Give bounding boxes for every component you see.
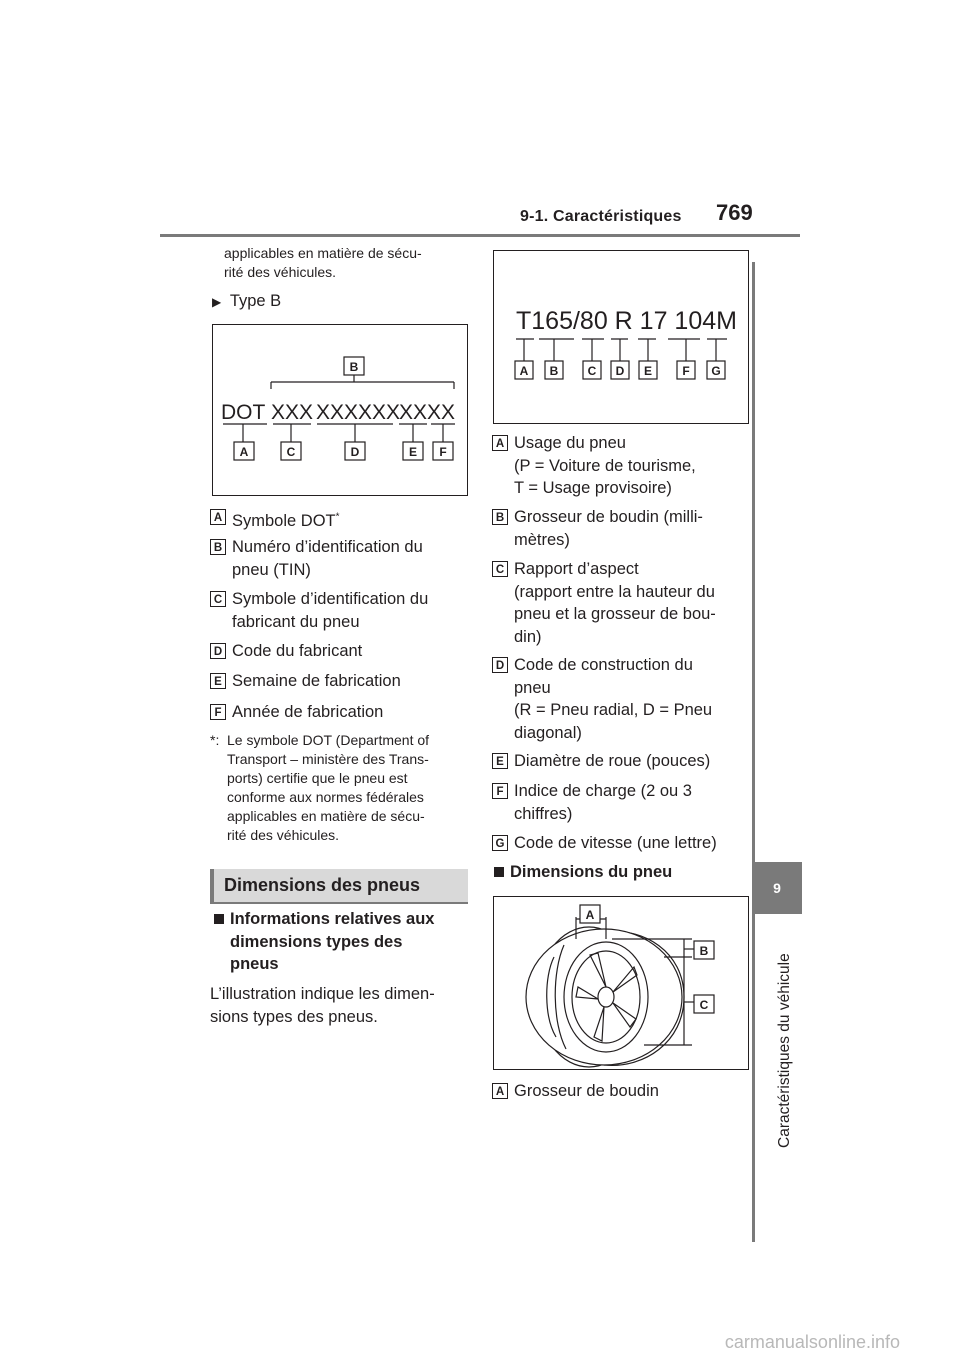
- tire-size-figure: [493, 250, 749, 424]
- callout-label: B: [549, 364, 559, 378]
- watermark: carmanualsonline.info: [724, 1332, 900, 1352]
- tire-dimension-figure: [493, 896, 749, 1070]
- callout-label: C: [286, 445, 296, 459]
- badge-label: F: [492, 783, 508, 799]
- sub-heading-dimensions: Dimensions du pneu: [492, 861, 672, 884]
- callout-label: D: [350, 445, 360, 459]
- badge-label: C: [210, 591, 226, 607]
- dot-code-text: XXX: [271, 401, 314, 424]
- side-rule: [752, 262, 755, 1242]
- dot-code-figure: [212, 324, 468, 496]
- legend-item-b: B Grosseur de boudin (milli- mètres): [492, 506, 703, 551]
- badge-label: A: [492, 1083, 508, 1099]
- legend-item-g: G Code de vitesse (une lettre): [492, 832, 717, 855]
- chapter-label: Caractéristiques du véhicule: [776, 953, 793, 1148]
- badge-label: C: [492, 561, 508, 577]
- badge-label: E: [492, 753, 508, 769]
- type-b-heading: ▶ Type B: [212, 292, 282, 310]
- callout-label: G: [711, 364, 721, 378]
- legend-item-c: C Rapport d’aspect (rapport entre la hauteur du pneu et la grosseur de bou- din): [492, 558, 716, 648]
- callout-label: D: [615, 364, 625, 378]
- badge-label: A: [210, 509, 226, 525]
- legend-item-a-width: A Grosseur de boudin: [492, 1080, 659, 1103]
- intro-paragraph: L’illustration indique les dimen- sions types des pneus.: [210, 985, 435, 1026]
- header-rule: [160, 234, 800, 237]
- chapter-tab[interactable]: 9: [752, 862, 802, 914]
- sub-heading: Informations relatives aux dimensions types des pneus: [210, 908, 435, 976]
- callout-label: A: [585, 908, 595, 922]
- legend-item-c: C Symbole d’identification du fabricant du pneu: [210, 588, 428, 633]
- badge-label: G: [492, 835, 508, 851]
- legend-item-d: D Code de construction du pneu (R = Pneu radial, D = Pneu diagonal): [492, 654, 712, 744]
- dot-code-text: DOT: [221, 401, 266, 424]
- legend-item-a: A Symbole DOT*: [210, 506, 340, 532]
- section-heading-rule: [210, 902, 468, 904]
- tire-size-code: T165/80 R 17 104M: [516, 307, 737, 335]
- dot-code-text: XXXX: [399, 401, 456, 424]
- section-title: 9-1. Caractéristiques: [520, 208, 682, 225]
- callout-label: B: [699, 944, 709, 958]
- badge-label: D: [210, 643, 226, 659]
- callout-label: B: [349, 360, 359, 374]
- badge-label: B: [492, 509, 508, 525]
- legend-item-d: D Code du fabricant: [210, 640, 362, 663]
- callout-label: C: [587, 364, 597, 378]
- legend-item-a: A Usage du pneu (P = Voiture de tourisme, T = Usage provisoire): [492, 432, 696, 500]
- callout-label: F: [682, 364, 690, 378]
- callout-label: A: [239, 445, 249, 459]
- legend-item-b: B Numéro d’identification du pneu (TIN): [210, 536, 423, 581]
- badge-label: B: [210, 539, 226, 555]
- intro-continued: applicables en matière de sécu- rité des véhicules.: [224, 245, 422, 280]
- dot-code-text: XXXXXX: [316, 401, 401, 424]
- page-number: 769: [716, 200, 753, 225]
- callout-label: E: [408, 445, 418, 459]
- callout-label: F: [439, 445, 447, 459]
- badge-label: F: [210, 704, 226, 720]
- triangle-bullet-icon: ▶: [212, 295, 222, 309]
- legend-item-f: F Année de fabrication: [210, 701, 383, 724]
- square-bullet-icon: [494, 867, 504, 877]
- badge-label: D: [492, 657, 508, 673]
- square-bullet-icon: [214, 914, 224, 924]
- footnote: *: Le symbole DOT (Department of Transport – ministère des Trans- ports) certifie que le pneu est conforme aux normes fédérales applicables en matière de sécu- rité des véhicules.: [210, 732, 430, 843]
- callout-label: C: [699, 998, 709, 1012]
- legend-item-e: E Diamètre de roue (pouces): [492, 750, 710, 773]
- section-heading-bar: Dimensions des pneus: [210, 869, 468, 902]
- callout-label: A: [519, 364, 529, 378]
- badge-label: E: [210, 673, 226, 689]
- legend-item-e: E Semaine de fabrication: [210, 670, 401, 693]
- badge-label: A: [492, 435, 508, 451]
- legend-item-f: F Indice de charge (2 ou 3 chiffres): [492, 780, 692, 825]
- callout-label: E: [643, 364, 653, 378]
